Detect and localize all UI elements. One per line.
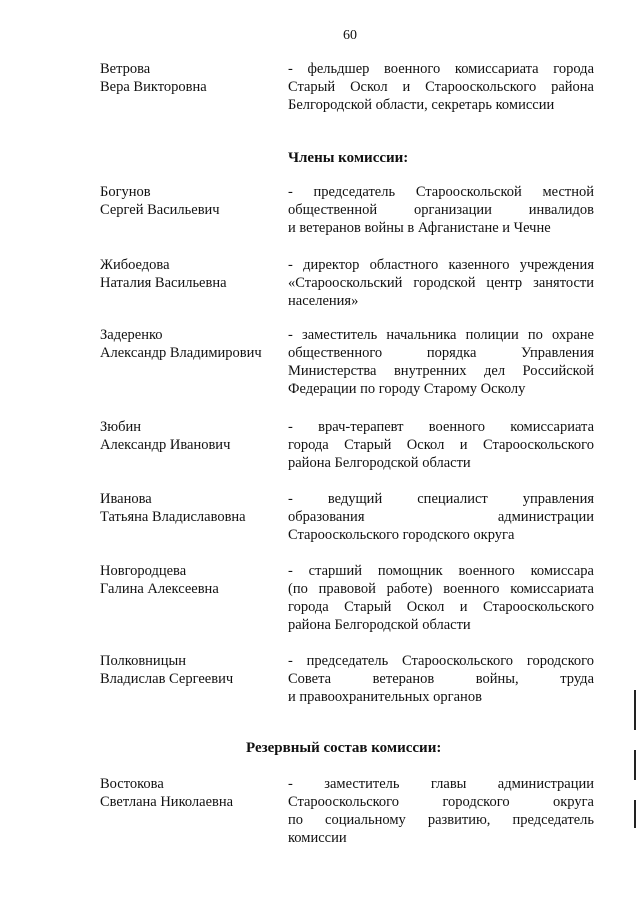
given-names: Сергей Васильевич xyxy=(100,202,220,218)
person-name xyxy=(100,60,285,96)
position-description xyxy=(288,418,594,472)
surname: Полковницын xyxy=(100,653,186,669)
role-line: - заместитель главы администрации xyxy=(288,776,594,792)
given-names: Светлана Николаевна xyxy=(100,794,234,810)
position-description xyxy=(288,775,594,847)
given-names: Татьяна Владиславовна xyxy=(100,509,246,525)
person-name xyxy=(100,775,285,811)
role-line: общественной организации инвалидов xyxy=(288,202,594,218)
person-name xyxy=(100,652,285,688)
role-line: района Белгородской области xyxy=(288,455,471,471)
role-line: Старооскольского городского округа xyxy=(288,527,515,543)
given-names: Наталия Васильевна xyxy=(100,275,227,291)
surname: Богунов xyxy=(100,184,151,200)
surname: Жибоедова xyxy=(100,257,170,273)
role-line: Совета ветеранов войны, труда xyxy=(288,671,594,687)
position-description xyxy=(288,60,594,114)
role-line: населения» xyxy=(288,293,359,309)
position-description xyxy=(288,562,594,634)
role-line: - председатель Старооскольской местной xyxy=(288,184,594,200)
role-line: - заместитель начальника полиции по охране xyxy=(288,327,594,343)
role-line: и правоохранительных органов xyxy=(288,689,482,705)
role-line: Старый Оскол и Старооскольского района xyxy=(288,79,594,95)
role-line: - директор областного казенного учреждения xyxy=(288,257,594,273)
role-line: - старший помощник военного комиссара xyxy=(288,563,594,579)
role-line: общественного порядка Управления xyxy=(288,345,594,361)
role-line: Федерации по городу Старому Осколу xyxy=(288,381,526,397)
given-names: Вера Викторовна xyxy=(100,79,207,95)
surname: Ветрова xyxy=(100,61,151,77)
role-line: района Белгородской области xyxy=(288,617,471,633)
surname: Новгородцева xyxy=(100,563,187,579)
person-name xyxy=(100,562,285,598)
surname: Задеренко xyxy=(100,327,163,343)
role-line: Старооскольского городского округа xyxy=(288,794,594,810)
position-description xyxy=(288,183,594,237)
role-line: (по правовой работе) военного комиссариата xyxy=(288,581,594,597)
surname: Иванова xyxy=(100,491,152,507)
given-names: Галина Алексеевна xyxy=(100,581,219,597)
scan-artifact xyxy=(634,800,636,828)
reserve-heading: Резервный состав комиссии: xyxy=(246,740,442,756)
position-description xyxy=(288,490,594,544)
position-description xyxy=(288,652,594,706)
role-line: Министерства внутренних дел Российской xyxy=(288,363,594,379)
scan-artifact xyxy=(634,750,636,780)
role-line: - фельдшер военного комиссариата города xyxy=(288,61,594,77)
role-line: образования администрации xyxy=(288,509,594,525)
role-line: - врач-терапевт военного комиссариата xyxy=(288,419,594,435)
surname: Востокова xyxy=(100,776,164,792)
scan-artifact xyxy=(634,690,636,730)
given-names: Александр Иванович xyxy=(100,437,231,453)
person-name xyxy=(100,326,285,362)
page-number: 60 xyxy=(343,28,357,43)
role-line: комиссии xyxy=(288,830,347,846)
person-name xyxy=(100,418,285,454)
role-line: - председатель Старооскольского городского xyxy=(288,653,594,669)
role-line: и ветеранов войны в Афганистане и Чечне xyxy=(288,220,551,236)
role-line: города Старый Оскол и Старооскольского xyxy=(288,437,594,453)
position-description xyxy=(288,256,594,310)
person-name xyxy=(100,256,285,292)
given-names: Владислав Сергеевич xyxy=(100,671,234,687)
role-line: Белгородской области, секретарь комиссии xyxy=(288,97,555,113)
role-line: города Старый Оскол и Старооскольского xyxy=(288,599,594,615)
role-line: «Старооскольский городской центр занятости xyxy=(288,275,594,291)
given-names: Александр Владимирович xyxy=(100,345,262,361)
role-line: по социальному развитию, председатель xyxy=(288,812,594,828)
person-name xyxy=(100,183,285,219)
surname: Зюбин xyxy=(100,419,141,435)
role-line: - ведущий специалист управления xyxy=(288,491,594,507)
position-description xyxy=(288,326,594,398)
members-heading: Члены комиссии: xyxy=(288,150,409,166)
person-name xyxy=(100,490,285,526)
